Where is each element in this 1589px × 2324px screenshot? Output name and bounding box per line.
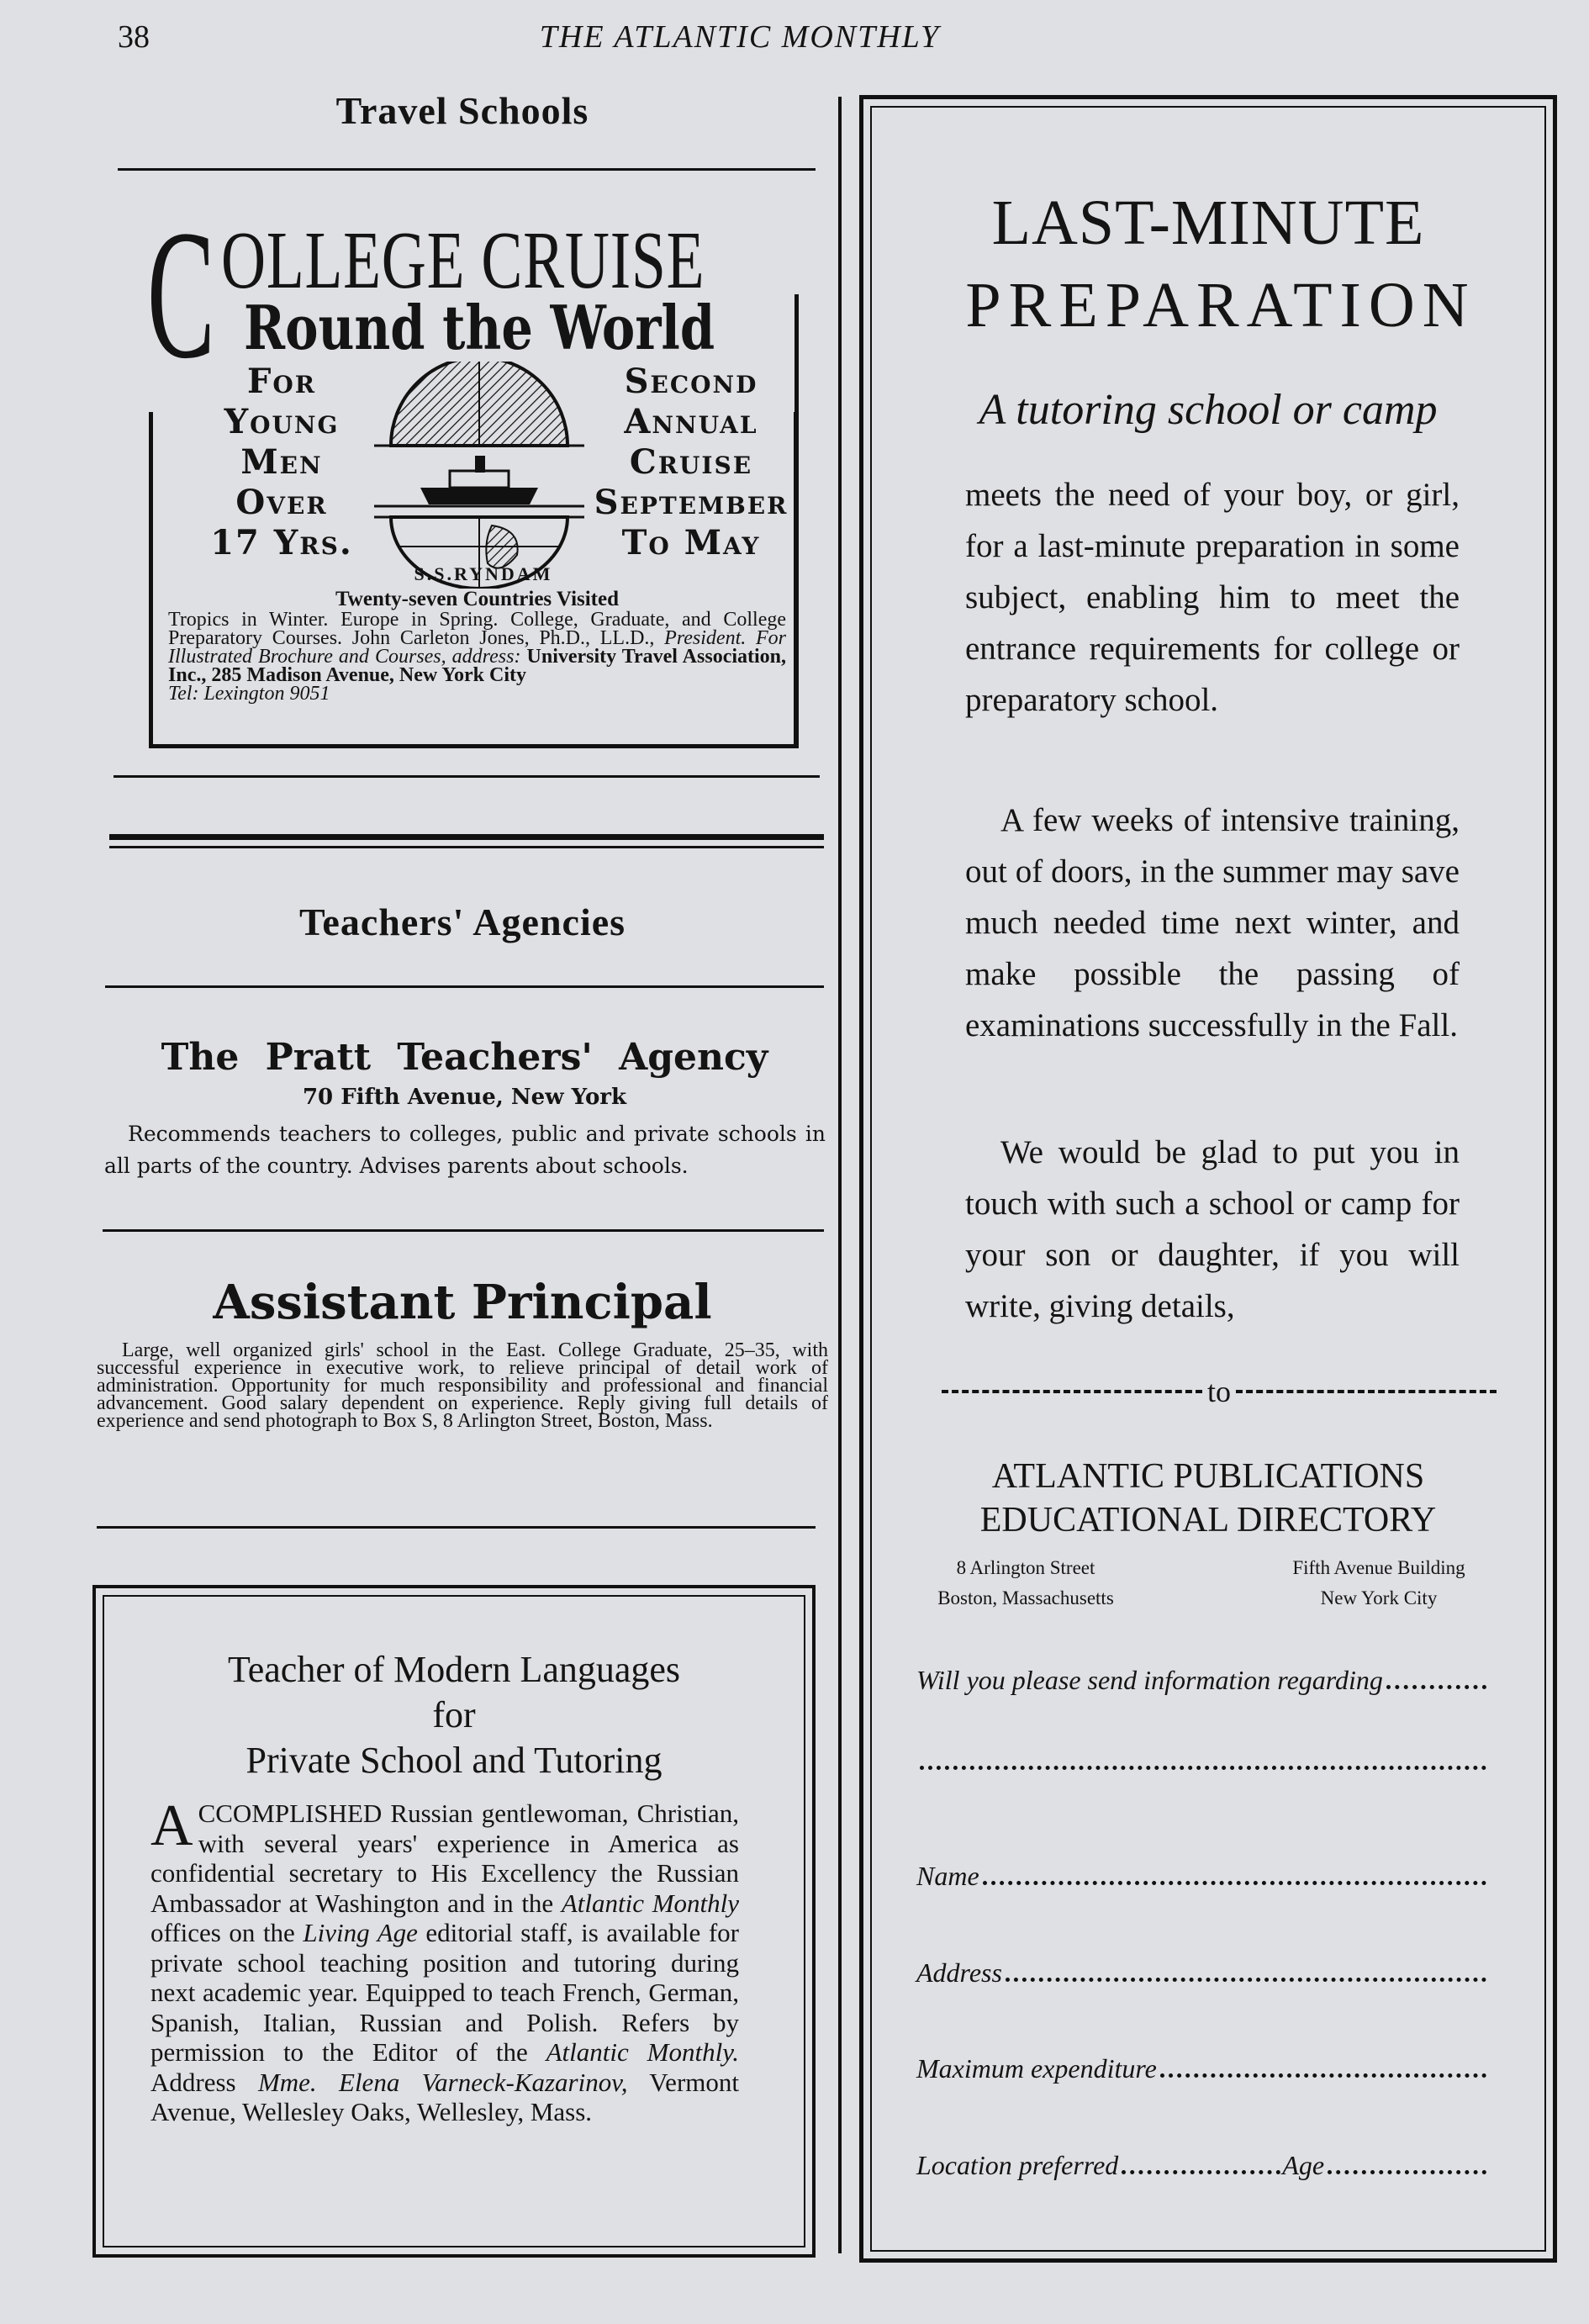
section-rule <box>118 168 816 171</box>
cruise-address: University Travel Association, Inc., 285 Madison Avenue, New York City <box>168 646 787 686</box>
countries-visited: Twenty-seven Countries Visited <box>335 588 620 610</box>
cruise-subtitle: Round the World <box>244 292 715 363</box>
form-field-address[interactable] <box>916 1957 1488 1989</box>
line: Annual <box>624 402 758 441</box>
to-label: to <box>1207 1375 1232 1408</box>
fill-in-line[interactable] <box>1006 1978 1486 1982</box>
title-line: for <box>432 1694 476 1735</box>
italic-text: Living Age <box>303 1918 418 1947</box>
address-line: Boston, Massachusetts <box>937 1587 1114 1608</box>
modern-languages-body <box>150 1793 740 2127</box>
body-text: CCOMPLISHED Russian gentlewoman, Christian, with several years' experience in America as confidential secretary to His Excellency the Russian Ambassador at Washington and in the <box>150 1798 739 1918</box>
form-label-name: Name <box>916 1861 979 1891</box>
address-line: 8 Arlington Street <box>956 1557 1095 1578</box>
form-label-address: Address <box>916 1957 1002 1988</box>
ad-title-line-1: LAST-MINUTE <box>991 188 1425 258</box>
dropcap: A <box>150 1793 193 1858</box>
page-number: 38 <box>118 19 150 55</box>
org-line: EDUCATIONAL DIRECTORY <box>979 1501 1437 1540</box>
org-line: ATLANTIC PUBLICATIONS <box>991 1457 1425 1496</box>
italic-text: Mme. Elena Varneck-Kazarinov, <box>257 2067 628 2097</box>
column-rule <box>838 97 842 2253</box>
form-field-name[interactable] <box>916 1861 1488 1892</box>
ad-tagline: A tutoring school or camp <box>979 386 1438 434</box>
form-label-max-expenditure: Maximum expenditure <box>916 2053 1157 2084</box>
pratt-agency-address: 70 Fifth Avenue, New York <box>302 1085 627 1110</box>
cruise-audience <box>198 362 366 563</box>
pratt-agency-name: The Pratt Teachers' Agency <box>161 1036 768 1079</box>
ad-paragraph: We would be glad to put you in touch with such a school or camp for your son or daughter, if you will write, giving details, <box>965 1134 1460 1324</box>
address-new-york <box>1265 1553 1492 1614</box>
assistant-principal-title: Assistant Principal <box>213 1275 712 1330</box>
ad-paragraph: meets the need of your boy, or girl, for a last-minute preparation in some subject, enabling him to meet the entrance requirements for college or preparatory school. <box>965 477 1460 718</box>
cruise-telephone: Tel: Lexington 9051 <box>168 683 330 705</box>
organization-name <box>859 1455 1557 1542</box>
body-text: Address <box>150 2067 236 2097</box>
line: Over <box>235 483 328 522</box>
address-line: Fifth Avenue Building <box>1292 1557 1465 1578</box>
section-rule <box>114 775 820 778</box>
ad-paragraph: A few weeks of intensive training, out of doors, in the summer may save much needed time next winter, and make possible the passing of examinations successfully in the Fall. <box>965 802 1460 1043</box>
section-rule <box>97 1526 816 1529</box>
cruise-body <box>168 610 786 684</box>
form-field-max-expenditure[interactable] <box>916 2053 1488 2084</box>
line: For <box>246 362 317 401</box>
form-field-regarding[interactable] <box>916 1665 1488 1696</box>
modern-languages-ad <box>92 1585 816 2258</box>
address-line: New York City <box>1320 1587 1438 1608</box>
to-divider <box>942 1374 1497 1409</box>
line: To May <box>621 523 761 563</box>
title-line: Private School and Tutoring <box>245 1740 663 1781</box>
dashed-rule <box>942 1390 1202 1393</box>
section-heading-travel-schools: Travel Schools <box>335 89 589 132</box>
title-line: Teacher of Modern Languages <box>227 1649 681 1690</box>
running-head: THE ATLANTIC MONTHLY <box>539 19 941 55</box>
body-text: Tropics in Winter. Europe in Spring. College, Graduate, and College Preparatory Courses. John Carleton Jones, Ph.D., LL.D., <box>168 609 786 649</box>
form-label-age: Age <box>1282 2150 1325 2180</box>
line: Cruise <box>629 442 753 482</box>
fill-in-line[interactable] <box>1328 2170 1486 2174</box>
body-text: Vermont Avenue, Wellesley Oaks, Wellesley, Mass. <box>150 2067 739 2126</box>
fill-in-line[interactable] <box>1386 1685 1486 1689</box>
section-rule <box>105 985 824 988</box>
italic-text: Atlantic Monthly. <box>546 2037 740 2067</box>
cruise-details <box>168 590 786 703</box>
fill-in-line[interactable] <box>1160 2073 1486 2078</box>
cruise-title: OLLEGE CRUISE <box>221 215 705 306</box>
line: September <box>594 483 789 522</box>
assistant-principal-description: Large, well organized girls' school in the East. College Graduate, 25–35, with successful experience in executive work, to relieve principal of detail work of administration. Opportunity for much responsibility and professional and financial advancement. Good salary dependent on experience. Reply giving full details of experience and send photograph to Box S, 8 Arlington Street, Boston, Mass. <box>97 1339 828 1432</box>
form-label-regarding: Will you please send information regarding <box>916 1665 1383 1695</box>
italic-text: Atlantic Monthly <box>561 1888 739 1918</box>
body-text: editorial staff, is available for private school teaching position and tutoring during next academic year. Equipped to teach French, German, Spanish, Italian, Russian and Polish. Refers by permission to the Editor of the <box>150 1918 739 2067</box>
line: Second <box>624 362 758 401</box>
president-text: President. <box>664 627 747 649</box>
college-cruise-ad <box>147 192 799 750</box>
brochure-text: For Illustrated Brochure and Courses, address: <box>168 627 786 668</box>
fill-in-line[interactable] <box>983 1881 1486 1885</box>
ad-title-line-2: PREPARATION <box>965 270 1476 341</box>
section-rule-double <box>109 834 824 840</box>
form-field-location-age[interactable] <box>916 2150 1488 2181</box>
line: Men <box>240 442 323 482</box>
section-rule <box>103 1229 824 1232</box>
address-boston <box>916 1553 1135 1614</box>
dashed-rule <box>1236 1390 1497 1393</box>
line: Young <box>224 402 340 441</box>
modern-languages-title <box>96 1647 812 1783</box>
form-label-location: Location preferred <box>916 2150 1119 2180</box>
fill-in-line[interactable] <box>1122 2170 1280 2174</box>
line: 17 Yrs. <box>210 523 353 563</box>
section-rule-double <box>109 846 824 848</box>
pratt-agency-description: Recommends teachers to colleges, public and private schools in all parts of the country. Advises parents about schools. <box>104 1122 826 1178</box>
section-heading-teachers-agencies: Teachers' Agencies <box>298 901 626 943</box>
ship-name: S.S.RYNDAM <box>414 563 553 584</box>
fill-in-line[interactable] <box>920 1766 1486 1770</box>
cruise-schedule <box>590 362 792 563</box>
body-text: offices on the <box>150 1918 295 1947</box>
globe-ship-icon <box>374 362 584 589</box>
form-field-regarding-continued[interactable] <box>916 1766 1488 1775</box>
cruise-title-initial: C <box>147 192 215 397</box>
